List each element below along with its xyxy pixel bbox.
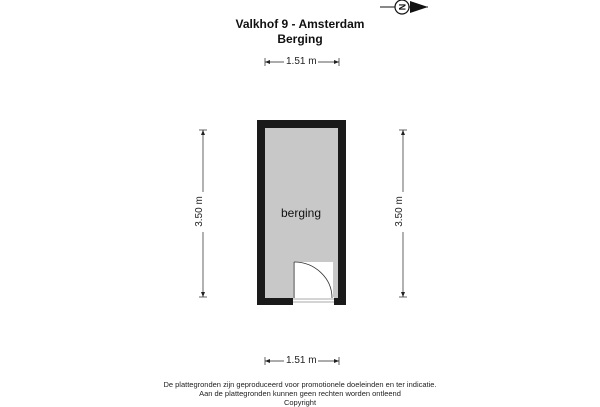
bottom-width-label: 1.51 m — [286, 355, 317, 366]
plan-title: Valkhof 9 - Amsterdam — [235, 17, 365, 31]
door-swing-icon — [293, 262, 333, 298]
top-width-label: 1.51 m — [286, 56, 317, 67]
right-height-label: 3.50 m — [393, 196, 405, 227]
plan-subtitle: Berging — [277, 32, 323, 46]
compass-letter: N — [397, 3, 408, 11]
copyright-line: Copyright — [283, 398, 317, 407]
left-height-label: 3.50 m — [193, 196, 205, 227]
compass-north-icon — [380, 0, 428, 14]
disclaimer-line-2: Aan de plattegronden kunnen geen rechten worden ontleend — [199, 389, 401, 398]
room-label: berging — [280, 206, 322, 220]
disclaimer-line-1: De plattegronden zijn geproduceerd voor promotionele doeleinden en ter indicatie. — [163, 380, 437, 389]
